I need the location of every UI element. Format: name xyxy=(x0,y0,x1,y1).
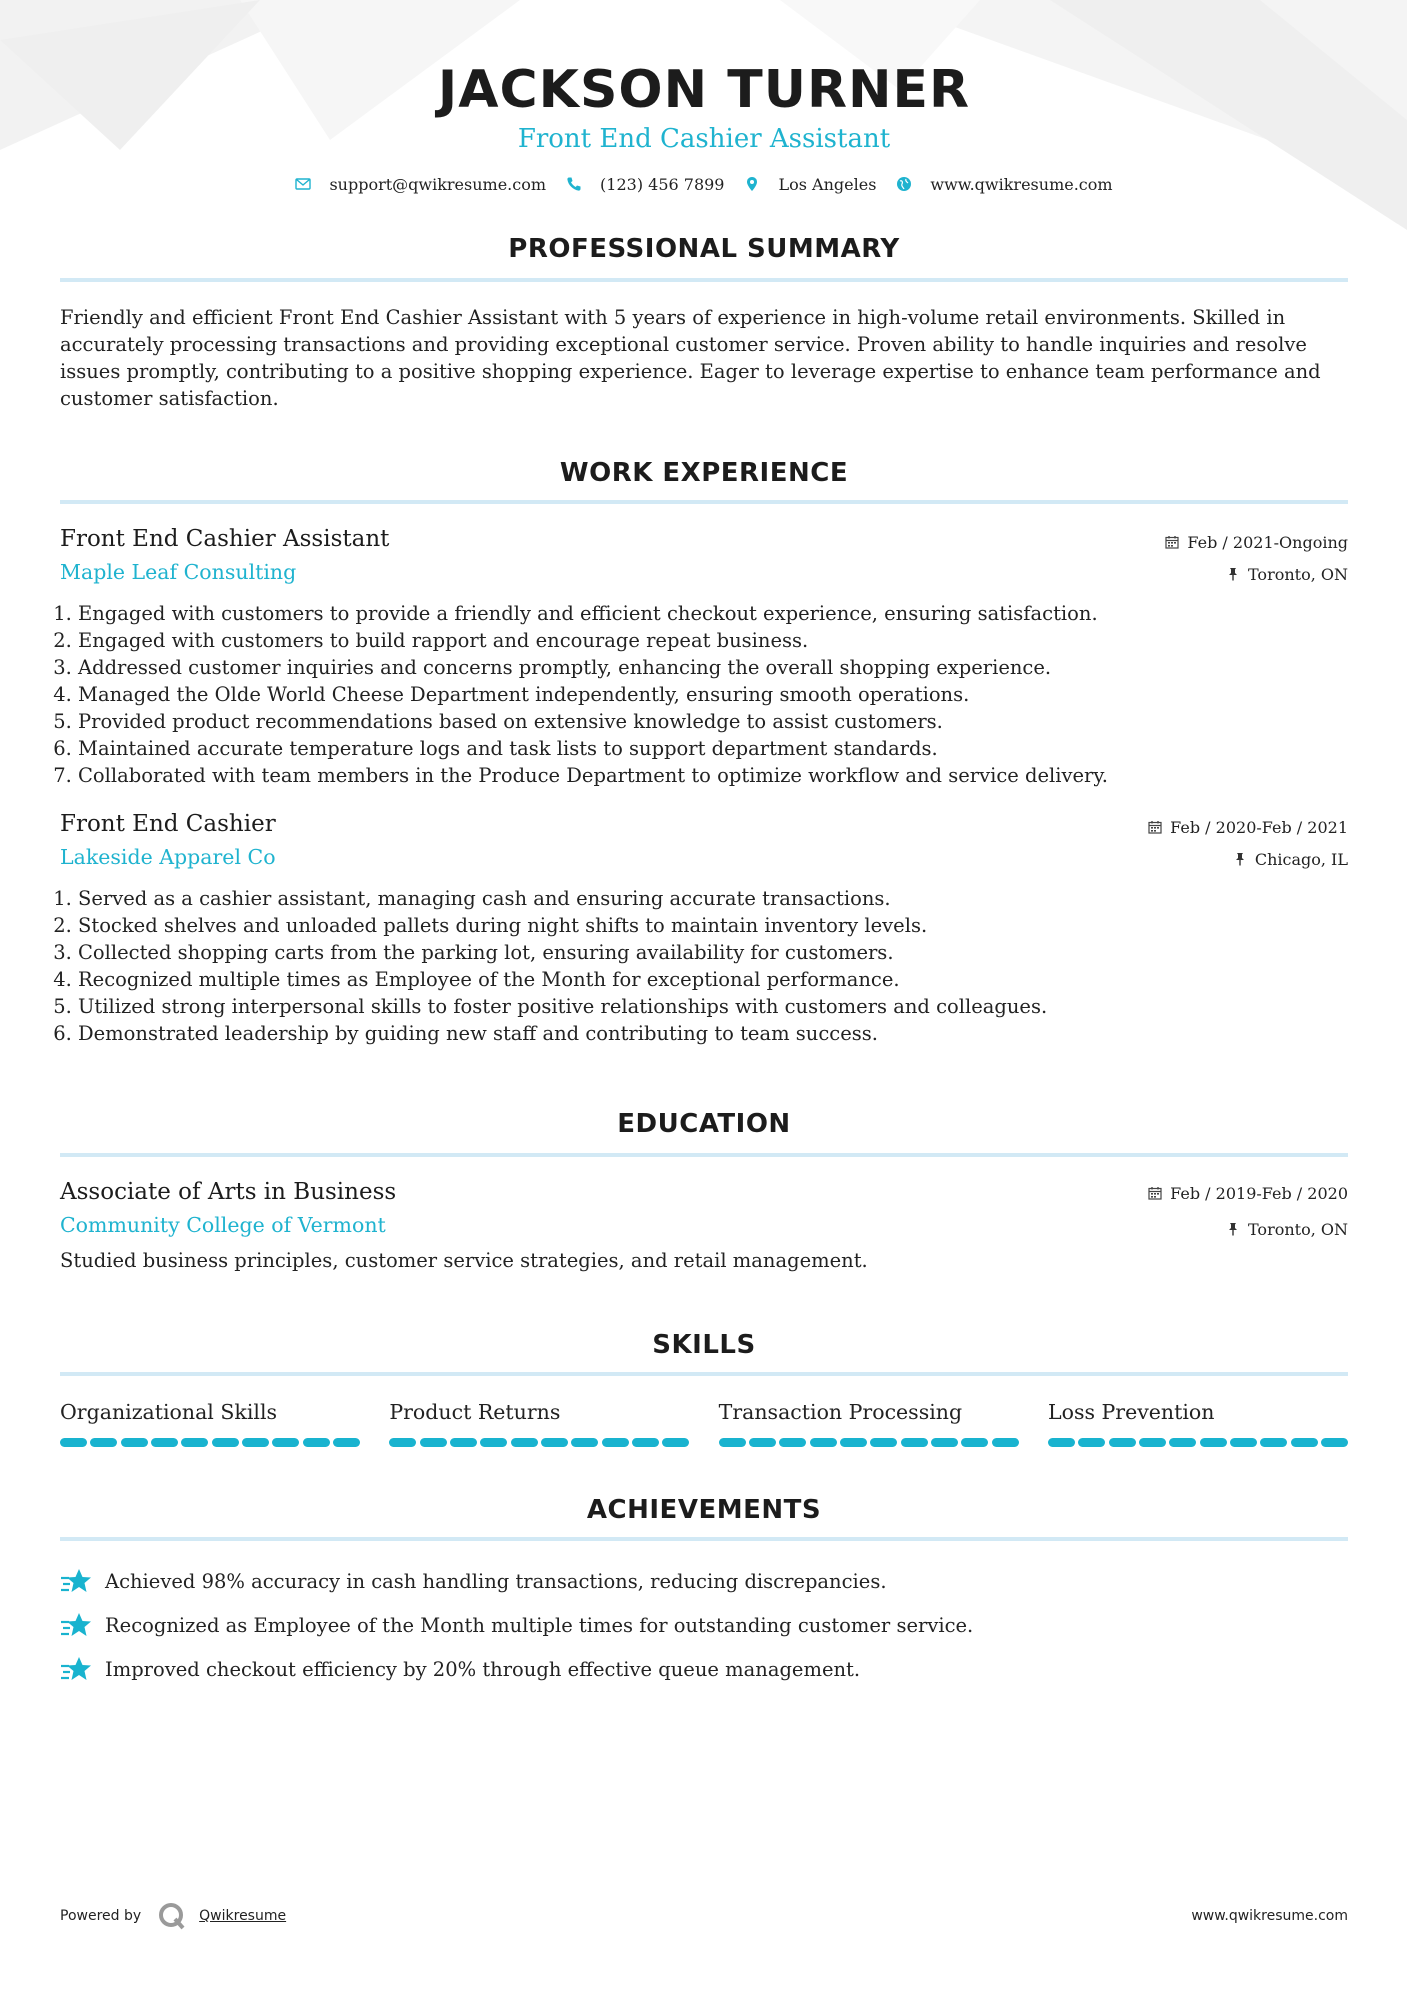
skill-level-segment xyxy=(931,1438,958,1447)
qwikresume-logo-icon xyxy=(157,1901,187,1931)
job-date: Feb / 2020-Feb / 2021 xyxy=(1170,817,1348,837)
skill-level-segment xyxy=(151,1438,178,1447)
job-location-row xyxy=(1148,847,1348,871)
list-item: 4. Managed the Olde World Cheese Department independently, ensuring smooth operations. xyxy=(78,681,1348,708)
skill-level-segment xyxy=(60,1438,87,1447)
skill-level-segment xyxy=(810,1438,837,1447)
list-item: 6. Demonstrated leadership by guiding new staff and contributing to team success. xyxy=(78,1020,1348,1047)
pushpin-icon xyxy=(1226,567,1240,581)
job-meta xyxy=(1148,815,1348,871)
skill-level-segment xyxy=(1078,1438,1105,1447)
skill-level-segment xyxy=(450,1438,477,1447)
list-item xyxy=(60,1603,1348,1647)
skill-name: Organizational Skills xyxy=(60,1400,278,1424)
skill-level-segment xyxy=(779,1438,806,1447)
section-divider xyxy=(60,1372,1348,1376)
job-date-row xyxy=(1148,815,1348,839)
skill-item xyxy=(719,1398,1019,1447)
envelope-icon xyxy=(295,176,311,192)
skill-level-segment xyxy=(602,1438,629,1447)
calendar-icon xyxy=(1165,535,1179,549)
list-item: 2. Stocked shelves and unloaded pallets during night shifts to maintain inventory levels. xyxy=(78,912,1348,939)
list-item: 5. Utilized strong interpersonal skills to foster positive relationships with customers and colleagues. xyxy=(78,993,1348,1020)
skills-heading: SKILLS xyxy=(652,1330,756,1360)
achievements-section xyxy=(60,1493,1348,1691)
education-date: Feb / 2019-Feb / 2020 xyxy=(1170,1183,1348,1203)
skill-level-segment xyxy=(212,1438,239,1447)
achievement-text: Recognized as Employee of the Month multiple times for outstanding customer service. xyxy=(105,1613,974,1637)
skill-name: Product Returns xyxy=(389,1400,561,1424)
list-item: 4. Recognized multiple times as Employee of the Month for exceptional performance. xyxy=(78,966,1348,993)
skill-name: Transaction Processing xyxy=(718,1400,963,1424)
skill-level-segment xyxy=(333,1438,360,1447)
job-entry xyxy=(60,524,1348,789)
skill-level-segment xyxy=(662,1438,689,1447)
list-item xyxy=(60,1559,1348,1603)
footer xyxy=(60,1898,1348,1934)
school-name: Community College of Vermont xyxy=(60,1213,386,1237)
skill-level-bar xyxy=(389,1438,689,1447)
job-meta xyxy=(1165,530,1348,586)
contact-phone[interactable] xyxy=(566,175,724,194)
website-text: www.qwikresume.com xyxy=(930,174,1113,194)
section-divider xyxy=(60,500,1348,504)
skill-level-segment xyxy=(1260,1438,1287,1447)
job-title: Front End Cashier Assistant xyxy=(60,526,390,552)
list-item: 3. Collected shopping carts from the parking lot, ensuring availability for customers. xyxy=(78,939,1348,966)
list-item: 7. Collaborated with team members in the Produce Department to optimize workflow and service delivery. xyxy=(78,762,1348,789)
skill-level-segment xyxy=(1109,1438,1136,1447)
email-text: support@qwikresume.com xyxy=(329,174,547,194)
list-item: 5. Provided product recommendations based on extensive knowledge to assist customers. xyxy=(78,708,1348,735)
section-divider xyxy=(60,278,1348,282)
achievement-text: Achieved 98% accuracy in cash handling transactions, reducing discrepancies. xyxy=(105,1569,887,1593)
calendar-icon xyxy=(1148,1186,1162,1200)
resume-page xyxy=(60,0,1348,1691)
job-company: Lakeside Apparel Co xyxy=(60,845,276,869)
star-icon xyxy=(60,1566,92,1596)
pushpin-icon xyxy=(1233,852,1247,866)
job-date: Feb / 2021-Ongoing xyxy=(1187,532,1348,552)
skill-level-segment xyxy=(541,1438,568,1447)
star-icon xyxy=(60,1610,92,1640)
education-entry xyxy=(60,1177,1348,1274)
skill-level-segment xyxy=(1291,1438,1318,1447)
skill-level-segment xyxy=(749,1438,776,1447)
skill-level-segment xyxy=(1048,1438,1075,1447)
education-section xyxy=(60,1107,1348,1274)
experience-section xyxy=(60,456,1348,1047)
education-heading: EDUCATION xyxy=(617,1109,791,1139)
candidate-role: Front End Cashier Assistant xyxy=(517,124,891,154)
list-item: 2. Engaged with customers to build rapport and encourage repeat business. xyxy=(78,627,1348,654)
skill-level-segment xyxy=(420,1438,447,1447)
phone-text: (123) 456 7899 xyxy=(600,174,725,194)
skill-item xyxy=(60,1398,360,1447)
calendar-icon xyxy=(1148,820,1162,834)
summary-text: Friendly and efficient Front End Cashier Assistant with 5 years of experience in high-volume retail environments. Skilled in accurately processing transactions and providing exceptional customer service. Proven ability to handle inquiries and resolve issues promptly, contributing to a positive shopping experience. Eager to leverage expertise to enhance team performance and customer satisfaction. xyxy=(60,306,1321,410)
skill-level-segment xyxy=(121,1438,148,1447)
skill-level-segment xyxy=(303,1438,330,1447)
star-icon xyxy=(60,1654,92,1684)
education-location: Toronto, ON xyxy=(1248,1219,1348,1239)
skill-level-segment xyxy=(1321,1438,1348,1447)
list-item: 1. Served as a cashier assistant, managing cash and ensuring accurate transactions. xyxy=(78,885,1348,912)
skill-level-segment xyxy=(272,1438,299,1447)
education-date-row xyxy=(1148,1181,1348,1205)
list-item xyxy=(60,1647,1348,1691)
degree-title: Associate of Arts in Business xyxy=(60,1179,397,1205)
skill-level-segment xyxy=(389,1438,416,1447)
job-bullets xyxy=(60,600,1348,789)
achievements-heading: ACHIEVEMENTS xyxy=(586,1495,822,1525)
job-entry xyxy=(60,809,1348,1047)
section-divider xyxy=(60,1153,1348,1157)
experience-heading: WORK EXPERIENCE xyxy=(559,458,849,488)
job-company: Maple Leaf Consulting xyxy=(60,560,297,584)
skills-grid xyxy=(60,1398,1348,1447)
skill-level-segment xyxy=(870,1438,897,1447)
location-text: Los Angeles xyxy=(778,174,877,194)
contact-location xyxy=(744,175,876,194)
job-location-row xyxy=(1165,562,1348,586)
achievements-list xyxy=(60,1559,1348,1691)
skills-section xyxy=(60,1328,1348,1447)
phone-icon xyxy=(566,176,582,192)
skill-level-segment xyxy=(1139,1438,1166,1447)
achievement-text: Improved checkout efficiency by 20% through effective queue management. xyxy=(105,1657,861,1681)
skill-level-segment xyxy=(571,1438,598,1447)
summary-heading: PROFESSIONAL SUMMARY xyxy=(508,234,900,264)
footer-website[interactable]: www.qwikresume.com xyxy=(1191,1908,1348,1924)
skill-level-bar xyxy=(60,1438,360,1447)
education-meta xyxy=(1148,1181,1348,1241)
contact-email[interactable] xyxy=(295,175,546,194)
contact-website[interactable] xyxy=(896,175,1112,194)
list-item: 1. Engaged with customers to provide a friendly and efficient checkout experience, ensuring satisfaction. xyxy=(78,600,1348,627)
education-location-row xyxy=(1148,1217,1348,1241)
skill-name: Loss Prevention xyxy=(1047,1400,1215,1424)
skill-level-segment xyxy=(1169,1438,1196,1447)
summary-section xyxy=(60,232,1348,412)
skill-level-segment xyxy=(1200,1438,1227,1447)
skill-level-segment xyxy=(480,1438,507,1447)
job-bullets xyxy=(60,885,1348,1047)
candidate-name: JACKSON TURNER xyxy=(437,60,971,120)
qwikresume-link[interactable]: Qwikresume xyxy=(199,1908,287,1924)
skill-level-segment xyxy=(242,1438,269,1447)
skill-level-segment xyxy=(719,1438,746,1447)
skill-level-bar xyxy=(719,1438,1019,1447)
skill-level-segment xyxy=(1230,1438,1257,1447)
job-date-row xyxy=(1165,530,1348,554)
job-title: Front End Cashier xyxy=(60,811,276,837)
skill-level-segment xyxy=(632,1438,659,1447)
skill-level-bar xyxy=(1048,1438,1348,1447)
powered-by-text: Powered by xyxy=(60,1908,142,1924)
education-description: Studied business principles, customer service strategies, and retail management. xyxy=(60,1249,868,1272)
skill-level-segment xyxy=(901,1438,928,1447)
skill-level-segment xyxy=(181,1438,208,1447)
job-location: Toronto, ON xyxy=(1248,564,1348,584)
skill-item xyxy=(1048,1398,1348,1447)
skill-level-segment xyxy=(840,1438,867,1447)
skill-level-segment xyxy=(90,1438,117,1447)
map-pin-icon xyxy=(744,176,760,192)
globe-icon xyxy=(896,176,912,192)
skill-level-segment xyxy=(961,1438,988,1447)
job-location: Chicago, IL xyxy=(1254,849,1348,869)
skill-level-segment xyxy=(992,1438,1019,1447)
section-divider xyxy=(60,1537,1348,1541)
skill-level-segment xyxy=(511,1438,538,1447)
contact-bar xyxy=(60,172,1348,196)
skill-item xyxy=(389,1398,689,1447)
pushpin-icon xyxy=(1226,1222,1240,1236)
list-item: 6. Maintained accurate temperature logs and task lists to support department standards. xyxy=(78,735,1348,762)
list-item: 3. Addressed customer inquiries and concerns promptly, enhancing the overall shopping experience. xyxy=(78,654,1348,681)
